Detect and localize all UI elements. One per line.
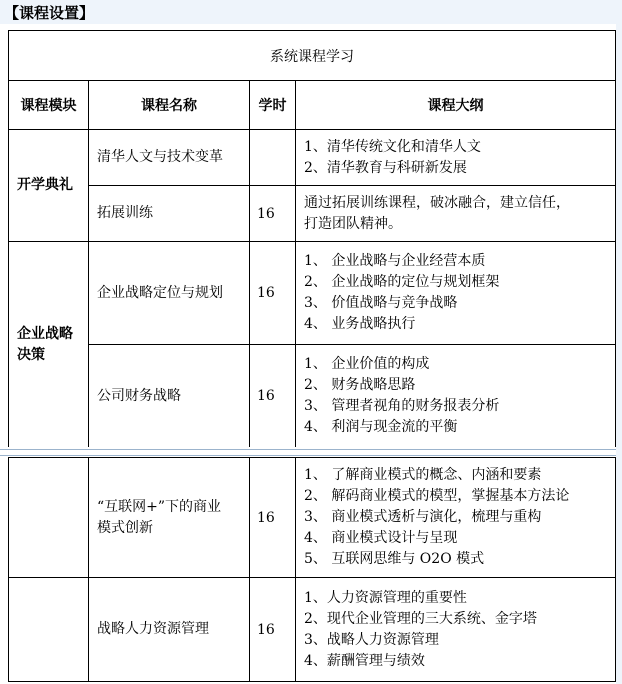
module-cell-opening xyxy=(9,130,89,242)
outline-line: 4、薪酬管理与绩效 xyxy=(304,652,425,669)
course-outline-cell xyxy=(296,186,616,242)
course-hours-cell xyxy=(250,130,296,186)
course-hours-cell: 16 xyxy=(250,578,296,682)
module-cell-empty xyxy=(9,458,89,578)
outline-line: 3、 价值战略与竞争战略 xyxy=(304,295,458,311)
outline-line: 3、 管理者视角的财务报表分析 xyxy=(304,398,500,414)
outline-line: 1、清华传统文化和清华人文 xyxy=(304,138,481,155)
course-name-cell: 企业战略定位与规划 xyxy=(89,242,250,345)
table-caption: 系统课程学习 xyxy=(9,31,616,81)
col-header-course-name: 课程名称 xyxy=(89,81,250,130)
course-name-cell: 战略人力资源管理 xyxy=(89,578,250,682)
course-name-line: 模式创新 xyxy=(97,519,153,536)
course-hours-cell: 16 xyxy=(250,458,296,578)
module-name: 开学典礼 xyxy=(17,177,73,193)
outline-line: 1、 企业战略与企业经营本质 xyxy=(304,253,486,269)
course-hours-cell: 16 xyxy=(250,186,296,242)
course-name-line: “互联网+”下的商业 xyxy=(97,498,222,515)
outline-line: 5、 互联网思维与 O2O 模式 xyxy=(304,551,485,567)
outline-line: 2、 财务战略思路 xyxy=(304,377,416,393)
outline-line: 通过拓展训练课程，破冰融合，建立信任， xyxy=(304,194,570,211)
course-outline-cell xyxy=(296,458,616,578)
outline-line: 2、清华教育与科研新发展 xyxy=(304,159,467,176)
outline-line: 4、 利润与现金流的平衡 xyxy=(304,419,458,435)
course-name-cell xyxy=(89,458,250,578)
module-name-line: 企业战略 xyxy=(17,325,73,342)
col-header-hours: 学时 xyxy=(250,81,296,130)
outline-line: 3、战略人力资源管理 xyxy=(304,631,439,648)
course-name-cell: 公司财务战略 xyxy=(89,345,250,448)
course-table-part1 xyxy=(8,30,616,448)
page-break-line xyxy=(0,455,622,456)
outline-line: 3、 商业模式透析与演化，梳理与重构 xyxy=(304,509,542,525)
course-outline-cell xyxy=(296,578,616,682)
course-outline-cell xyxy=(296,130,616,186)
section-heading: 【课程设置】 xyxy=(4,4,95,22)
module-cell-strategy xyxy=(9,242,89,448)
course-name-cell: 清华人文与技术变革 xyxy=(89,130,250,186)
outline-line: 1、 企业价值的构成 xyxy=(304,356,430,372)
outline-line: 打造团队精神。 xyxy=(304,215,402,232)
course-hours-cell: 16 xyxy=(250,242,296,345)
outline-line: 4、 业务战略执行 xyxy=(304,316,416,332)
right-edge-band xyxy=(616,0,622,684)
col-header-module: 课程模块 xyxy=(9,81,89,130)
outline-line: 1、人力资源管理的重要性 xyxy=(304,589,467,606)
outline-line: 2、 解码商业模式的模型，掌握基本方法论 xyxy=(304,488,570,504)
outline-line: 2、现代企业管理的三大系统、金字塔 xyxy=(304,610,537,627)
course-name-cell: 拓展训练 xyxy=(89,186,250,242)
module-name-line: 决策 xyxy=(17,346,45,363)
page-break-line xyxy=(0,449,622,450)
course-outline-cell xyxy=(296,242,616,345)
col-header-outline: 课程大纲 xyxy=(296,81,616,130)
course-outline-cell xyxy=(296,345,616,448)
outline-line: 4、 商业模式设计与呈现 xyxy=(304,530,458,546)
outline-line: 1、 了解商业模式的概念、内涵和要素 xyxy=(304,467,542,483)
module-cell-empty xyxy=(9,578,89,682)
course-table-part2 xyxy=(8,457,616,682)
course-hours-cell: 16 xyxy=(250,345,296,448)
outline-line: 2、 企业战略的定位与规划框架 xyxy=(304,274,500,290)
